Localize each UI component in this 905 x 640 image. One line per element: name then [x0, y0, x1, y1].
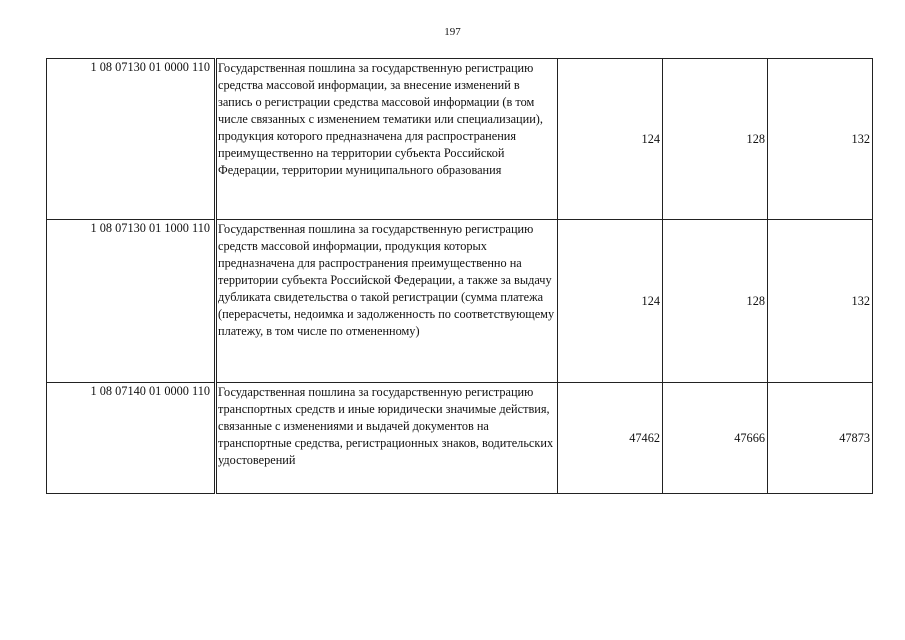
- description-text: Государственная пошлина за государственную регистрацию средств массовой информации, продукция которых предназначена для распространения преимущественно на территории субъекта Российской Федерации, а также за выдачу дубликата свидетельства о такой регистрации (сумма платежа (перерасчеты, недоимка и задолженность по соответствующему платежу, в том числе по отмененному): [218, 222, 555, 338]
- table-row: [47, 383, 873, 494]
- value-cell-year-3: 47873: [768, 383, 873, 494]
- value-cell-year-2: 128: [663, 220, 768, 383]
- value-cell-year-3: 132: [768, 59, 873, 220]
- description-cell: [216, 383, 558, 494]
- value-cell-year-2: 128: [663, 59, 768, 220]
- revenue-table: [46, 58, 873, 494]
- description-text: Государственная пошлина за государственную регистрацию транспортных средств и иные юридически значимые действия, связанные с изменениями и выдачей документов на транспортные средства, регистрационных знаков, водительских удостоверений: [218, 385, 554, 467]
- description-cell: [216, 220, 558, 383]
- value-cell-year-1: 124: [558, 59, 663, 220]
- value-cell-year-1: 47462: [558, 383, 663, 494]
- table-row: [47, 59, 873, 220]
- budget-code-cell: 1 08 07140 01 0000 110: [47, 383, 216, 494]
- description-text: Государственная пошлина за государственную регистрацию средства массовой информации, за внесение изменений в запись о регистрации средства массовой информации (в том числе связанных с изменением тематики или специализации), продукция которого предназначена для распространения преимущественно на территории субъекта Российской Федерации, территории муниципального образования: [218, 61, 543, 177]
- value-cell-year-3: 132: [768, 220, 873, 383]
- budget-code-cell: 1 08 07130 01 1000 110: [47, 220, 216, 383]
- value-cell-year-2: 47666: [663, 383, 768, 494]
- budget-code-cell: 1 08 07130 01 0000 110: [47, 59, 216, 220]
- description-cell: [216, 59, 558, 220]
- value-cell-year-1: 124: [558, 220, 663, 383]
- page-number: 197: [444, 26, 461, 38]
- table-row: [47, 220, 873, 383]
